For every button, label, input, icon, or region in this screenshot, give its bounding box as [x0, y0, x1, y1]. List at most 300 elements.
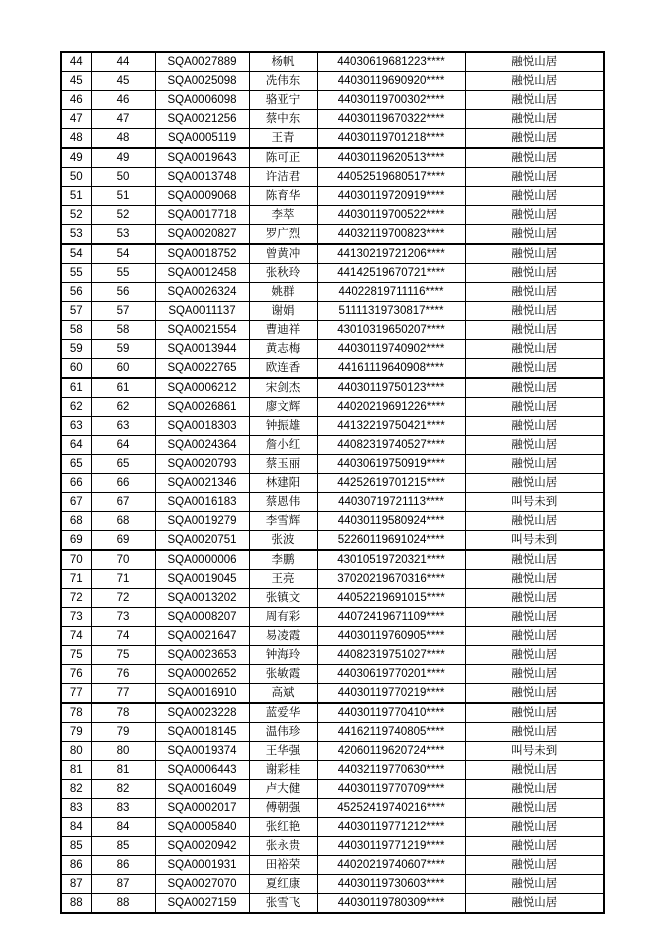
- cell-status[interactable]: 融悦山居: [465, 129, 604, 149]
- cell-status[interactable]: 融悦山居: [465, 474, 604, 493]
- cell-code[interactable]: SQA0005840: [155, 818, 249, 837]
- cell-seq[interactable]: 45: [91, 72, 155, 91]
- cell-status[interactable]: 融悦山居: [465, 148, 604, 168]
- cell-code[interactable]: SQA0013944: [155, 340, 249, 359]
- table-row[interactable]: [61, 340, 604, 359]
- table-row[interactable]: [61, 225, 604, 245]
- table-row[interactable]: [61, 474, 604, 493]
- cell-rownum[interactable]: 76: [61, 665, 91, 684]
- cell-status[interactable]: 叫号未到: [465, 493, 604, 512]
- cell-code[interactable]: SQA0021554: [155, 321, 249, 340]
- cell-code[interactable]: SQA0020942: [155, 837, 249, 856]
- cell-rownum[interactable]: 67: [61, 493, 91, 512]
- cell-status[interactable]: 融悦山居: [465, 608, 604, 627]
- cell-rownum[interactable]: 50: [61, 168, 91, 187]
- cell-code[interactable]: SQA0013202: [155, 589, 249, 608]
- cell-idnum[interactable]: 44030719721113****: [317, 493, 465, 512]
- cell-name[interactable]: 蔡中东: [249, 110, 317, 129]
- cell-code[interactable]: SQA0018752: [155, 244, 249, 264]
- cell-rownum[interactable]: 46: [61, 91, 91, 110]
- cell-seq[interactable]: 68: [91, 512, 155, 531]
- cell-name[interactable]: 张镇文: [249, 589, 317, 608]
- cell-rownum[interactable]: 71: [61, 570, 91, 589]
- cell-idnum[interactable]: 44132219750421****: [317, 417, 465, 436]
- cell-code[interactable]: SQA0020793: [155, 455, 249, 474]
- cell-rownum[interactable]: 47: [61, 110, 91, 129]
- cell-idnum[interactable]: 44030119580924****: [317, 512, 465, 531]
- cell-idnum[interactable]: 43010519720321****: [317, 550, 465, 570]
- cell-seq[interactable]: 61: [91, 378, 155, 398]
- cell-seq[interactable]: 69: [91, 531, 155, 551]
- table-row[interactable]: [61, 187, 604, 206]
- cell-name[interactable]: 夏红康: [249, 875, 317, 894]
- cell-name[interactable]: 林建阳: [249, 474, 317, 493]
- cell-idnum[interactable]: 44130219721206****: [317, 244, 465, 264]
- cell-name[interactable]: 陈育华: [249, 187, 317, 206]
- cell-code[interactable]: SQA0016183: [155, 493, 249, 512]
- cell-seq[interactable]: 65: [91, 455, 155, 474]
- table-row[interactable]: [61, 359, 604, 379]
- cell-idnum[interactable]: 44032119770630****: [317, 761, 465, 780]
- cell-seq[interactable]: 78: [91, 703, 155, 723]
- cell-status[interactable]: 融悦山居: [465, 52, 604, 72]
- cell-rownum[interactable]: 59: [61, 340, 91, 359]
- cell-idnum[interactable]: 44082319751027****: [317, 646, 465, 665]
- cell-name[interactable]: 黄志梅: [249, 340, 317, 359]
- cell-seq[interactable]: 46: [91, 91, 155, 110]
- cell-seq[interactable]: 54: [91, 244, 155, 264]
- cell-code[interactable]: SQA0017718: [155, 206, 249, 225]
- cell-name[interactable]: 欧连香: [249, 359, 317, 379]
- cell-code[interactable]: SQA0018303: [155, 417, 249, 436]
- cell-idnum[interactable]: 44252619701215****: [317, 474, 465, 493]
- cell-seq[interactable]: 81: [91, 761, 155, 780]
- cell-seq[interactable]: 88: [91, 894, 155, 914]
- cell-idnum[interactable]: 44030119690920****: [317, 72, 465, 91]
- cell-name[interactable]: 曹迪祥: [249, 321, 317, 340]
- cell-name[interactable]: 张敏霞: [249, 665, 317, 684]
- cell-name[interactable]: 宋剑杰: [249, 378, 317, 398]
- cell-rownum[interactable]: 64: [61, 436, 91, 455]
- cell-rownum[interactable]: 52: [61, 206, 91, 225]
- table-row[interactable]: [61, 206, 604, 225]
- cell-status[interactable]: 叫号未到: [465, 531, 604, 551]
- cell-rownum[interactable]: 88: [61, 894, 91, 914]
- cell-rownum[interactable]: 63: [61, 417, 91, 436]
- cell-code[interactable]: SQA0026324: [155, 283, 249, 302]
- table-row[interactable]: [61, 550, 604, 570]
- cell-idnum[interactable]: 44030619750919****: [317, 455, 465, 474]
- cell-code[interactable]: SQA0027070: [155, 875, 249, 894]
- cell-seq[interactable]: 55: [91, 264, 155, 283]
- cell-rownum[interactable]: 56: [61, 283, 91, 302]
- cell-seq[interactable]: 53: [91, 225, 155, 245]
- cell-code[interactable]: SQA0012458: [155, 264, 249, 283]
- cell-status[interactable]: 融悦山居: [465, 627, 604, 646]
- cell-name[interactable]: 傅朝强: [249, 799, 317, 818]
- table-row[interactable]: [61, 72, 604, 91]
- cell-code[interactable]: SQA0023653: [155, 646, 249, 665]
- cell-idnum[interactable]: 44162119740805****: [317, 723, 465, 742]
- cell-seq[interactable]: 50: [91, 168, 155, 187]
- cell-idnum[interactable]: 44030119700522****: [317, 206, 465, 225]
- cell-idnum[interactable]: 44030619770201****: [317, 665, 465, 684]
- cell-code[interactable]: SQA0013748: [155, 168, 249, 187]
- cell-name[interactable]: 蔡玉丽: [249, 455, 317, 474]
- cell-code[interactable]: SQA0001931: [155, 856, 249, 875]
- table-row[interactable]: [61, 110, 604, 129]
- table-row[interactable]: [61, 894, 604, 914]
- cell-seq[interactable]: 84: [91, 818, 155, 837]
- cell-rownum[interactable]: 75: [61, 646, 91, 665]
- cell-idnum[interactable]: 44030119780309****: [317, 894, 465, 914]
- cell-name[interactable]: 周有彩: [249, 608, 317, 627]
- cell-rownum[interactable]: 62: [61, 398, 91, 417]
- cell-seq[interactable]: 58: [91, 321, 155, 340]
- cell-idnum[interactable]: 43010319650207****: [317, 321, 465, 340]
- table-row[interactable]: [61, 436, 604, 455]
- cell-name[interactable]: 谢娟: [249, 302, 317, 321]
- cell-code[interactable]: SQA0020751: [155, 531, 249, 551]
- cell-idnum[interactable]: 44030119740902****: [317, 340, 465, 359]
- cell-name[interactable]: 卢大健: [249, 780, 317, 799]
- cell-status[interactable]: 叫号未到: [465, 742, 604, 761]
- cell-code[interactable]: SQA0023228: [155, 703, 249, 723]
- cell-status[interactable]: 融悦山居: [465, 206, 604, 225]
- cell-idnum[interactable]: 44032119700823****: [317, 225, 465, 245]
- cell-name[interactable]: 姚群: [249, 283, 317, 302]
- cell-code[interactable]: SQA0005119: [155, 129, 249, 149]
- table-row[interactable]: [61, 837, 604, 856]
- cell-seq[interactable]: 73: [91, 608, 155, 627]
- table-row[interactable]: [61, 684, 604, 704]
- table-row[interactable]: [61, 168, 604, 187]
- cell-rownum[interactable]: 44: [61, 52, 91, 72]
- cell-seq[interactable]: 63: [91, 417, 155, 436]
- table-row[interactable]: [61, 665, 604, 684]
- cell-rownum[interactable]: 60: [61, 359, 91, 379]
- cell-status[interactable]: 融悦山居: [465, 302, 604, 321]
- cell-status[interactable]: 融悦山居: [465, 512, 604, 531]
- cell-code[interactable]: SQA0009068: [155, 187, 249, 206]
- cell-seq[interactable]: 52: [91, 206, 155, 225]
- cell-status[interactable]: 融悦山居: [465, 856, 604, 875]
- table-row[interactable]: [61, 646, 604, 665]
- cell-seq[interactable]: 87: [91, 875, 155, 894]
- cell-status[interactable]: 融悦山居: [465, 168, 604, 187]
- cell-rownum[interactable]: 57: [61, 302, 91, 321]
- cell-status[interactable]: 融悦山居: [465, 340, 604, 359]
- cell-code[interactable]: SQA0008207: [155, 608, 249, 627]
- cell-status[interactable]: 融悦山居: [465, 837, 604, 856]
- cell-rownum[interactable]: 65: [61, 455, 91, 474]
- cell-status[interactable]: 融悦山居: [465, 72, 604, 91]
- table-row[interactable]: [61, 627, 604, 646]
- cell-idnum[interactable]: 44030119720919****: [317, 187, 465, 206]
- table-row[interactable]: [61, 799, 604, 818]
- table-row[interactable]: [61, 531, 604, 551]
- table-row[interactable]: [61, 455, 604, 474]
- cell-rownum[interactable]: 68: [61, 512, 91, 531]
- cell-rownum[interactable]: 70: [61, 550, 91, 570]
- cell-idnum[interactable]: 44161119640908****: [317, 359, 465, 379]
- cell-idnum[interactable]: 44030119771212****: [317, 818, 465, 837]
- cell-status[interactable]: 融悦山居: [465, 264, 604, 283]
- cell-code[interactable]: SQA0021647: [155, 627, 249, 646]
- table-row[interactable]: [61, 589, 604, 608]
- cell-rownum[interactable]: 83: [61, 799, 91, 818]
- cell-idnum[interactable]: 44072419671109****: [317, 608, 465, 627]
- table-row[interactable]: [61, 875, 604, 894]
- cell-name[interactable]: 骆亚宁: [249, 91, 317, 110]
- cell-status[interactable]: 融悦山居: [465, 359, 604, 379]
- cell-rownum[interactable]: 53: [61, 225, 91, 245]
- cell-seq[interactable]: 47: [91, 110, 155, 129]
- cell-status[interactable]: 融悦山居: [465, 550, 604, 570]
- cell-seq[interactable]: 44: [91, 52, 155, 72]
- cell-status[interactable]: 融悦山居: [465, 110, 604, 129]
- cell-status[interactable]: 融悦山居: [465, 570, 604, 589]
- cell-idnum[interactable]: 52260119691024****: [317, 531, 465, 551]
- cell-status[interactable]: 融悦山居: [465, 761, 604, 780]
- cell-name[interactable]: 张永贵: [249, 837, 317, 856]
- cell-code[interactable]: SQA0022765: [155, 359, 249, 379]
- cell-idnum[interactable]: 44020219740607****: [317, 856, 465, 875]
- cell-code[interactable]: SQA0019374: [155, 742, 249, 761]
- cell-idnum[interactable]: 44142519670721****: [317, 264, 465, 283]
- cell-rownum[interactable]: 85: [61, 837, 91, 856]
- cell-status[interactable]: 融悦山居: [465, 283, 604, 302]
- cell-seq[interactable]: 60: [91, 359, 155, 379]
- cell-seq[interactable]: 62: [91, 398, 155, 417]
- table-row[interactable]: [61, 244, 604, 264]
- cell-seq[interactable]: 79: [91, 723, 155, 742]
- cell-idnum[interactable]: 44052219691015****: [317, 589, 465, 608]
- cell-seq[interactable]: 48: [91, 129, 155, 149]
- table-row[interactable]: [61, 780, 604, 799]
- cell-code[interactable]: SQA0006443: [155, 761, 249, 780]
- cell-idnum[interactable]: 51111319730817****: [317, 302, 465, 321]
- cell-seq[interactable]: 75: [91, 646, 155, 665]
- cell-status[interactable]: 融悦山居: [465, 818, 604, 837]
- cell-code[interactable]: SQA0006212: [155, 378, 249, 398]
- cell-name[interactable]: 张波: [249, 531, 317, 551]
- cell-status[interactable]: 融悦山居: [465, 875, 604, 894]
- cell-code[interactable]: SQA0027889: [155, 52, 249, 72]
- table-row[interactable]: [61, 321, 604, 340]
- cell-code[interactable]: SQA0019045: [155, 570, 249, 589]
- cell-rownum[interactable]: 82: [61, 780, 91, 799]
- cell-code[interactable]: SQA0024364: [155, 436, 249, 455]
- cell-code[interactable]: SQA0020827: [155, 225, 249, 245]
- cell-seq[interactable]: 76: [91, 665, 155, 684]
- cell-rownum[interactable]: 72: [61, 589, 91, 608]
- cell-name[interactable]: 钟振雄: [249, 417, 317, 436]
- cell-seq[interactable]: 51: [91, 187, 155, 206]
- cell-rownum[interactable]: 81: [61, 761, 91, 780]
- table-row[interactable]: [61, 608, 604, 627]
- cell-seq[interactable]: 71: [91, 570, 155, 589]
- cell-rownum[interactable]: 79: [61, 723, 91, 742]
- cell-code[interactable]: SQA0016049: [155, 780, 249, 799]
- cell-name[interactable]: 张雪飞: [249, 894, 317, 914]
- cell-seq[interactable]: 66: [91, 474, 155, 493]
- table-row[interactable]: [61, 761, 604, 780]
- cell-idnum[interactable]: 44030119730603****: [317, 875, 465, 894]
- cell-name[interactable]: 谢彩桂: [249, 761, 317, 780]
- cell-idnum[interactable]: 44030619681223****: [317, 52, 465, 72]
- cell-idnum[interactable]: 44030119770709****: [317, 780, 465, 799]
- cell-code[interactable]: SQA0025098: [155, 72, 249, 91]
- cell-seq[interactable]: 70: [91, 550, 155, 570]
- cell-status[interactable]: 融悦山居: [465, 187, 604, 206]
- cell-status[interactable]: 融悦山居: [465, 646, 604, 665]
- cell-seq[interactable]: 57: [91, 302, 155, 321]
- cell-name[interactable]: 张红艳: [249, 818, 317, 837]
- cell-idnum[interactable]: 44052519680517****: [317, 168, 465, 187]
- cell-name[interactable]: 易凌霞: [249, 627, 317, 646]
- cell-name[interactable]: 蓝爱华: [249, 703, 317, 723]
- cell-name[interactable]: 张秋玲: [249, 264, 317, 283]
- cell-code[interactable]: SQA0002017: [155, 799, 249, 818]
- cell-status[interactable]: 融悦山居: [465, 684, 604, 704]
- table-row[interactable]: [61, 723, 604, 742]
- cell-seq[interactable]: 56: [91, 283, 155, 302]
- cell-idnum[interactable]: 42060119620724****: [317, 742, 465, 761]
- table-row[interactable]: [61, 129, 604, 149]
- cell-name[interactable]: 罗广烈: [249, 225, 317, 245]
- cell-name[interactable]: 王华强: [249, 742, 317, 761]
- cell-name[interactable]: 陈可正: [249, 148, 317, 168]
- cell-status[interactable]: 融悦山居: [465, 417, 604, 436]
- cell-rownum[interactable]: 86: [61, 856, 91, 875]
- cell-name[interactable]: 詹小红: [249, 436, 317, 455]
- cell-rownum[interactable]: 45: [61, 72, 91, 91]
- cell-code[interactable]: SQA0027159: [155, 894, 249, 914]
- cell-idnum[interactable]: 44022819711116****: [317, 283, 465, 302]
- cell-code[interactable]: SQA0026861: [155, 398, 249, 417]
- cell-seq[interactable]: 86: [91, 856, 155, 875]
- cell-name[interactable]: 廖文辉: [249, 398, 317, 417]
- cell-idnum[interactable]: 44030119620513****: [317, 148, 465, 168]
- cell-rownum[interactable]: 69: [61, 531, 91, 551]
- cell-rownum[interactable]: 55: [61, 264, 91, 283]
- cell-status[interactable]: 融悦山居: [465, 244, 604, 264]
- cell-seq[interactable]: 77: [91, 684, 155, 704]
- cell-idnum[interactable]: 44030119771219****: [317, 837, 465, 856]
- cell-name[interactable]: 冼伟东: [249, 72, 317, 91]
- cell-name[interactable]: 许洁君: [249, 168, 317, 187]
- cell-status[interactable]: 融悦山居: [465, 703, 604, 723]
- cell-name[interactable]: 田裕荣: [249, 856, 317, 875]
- cell-seq[interactable]: 83: [91, 799, 155, 818]
- cell-rownum[interactable]: 74: [61, 627, 91, 646]
- table-row[interactable]: [61, 378, 604, 398]
- cell-idnum[interactable]: 37020219670316****: [317, 570, 465, 589]
- cell-status[interactable]: 融悦山居: [465, 378, 604, 398]
- cell-name[interactable]: 高斌: [249, 684, 317, 704]
- cell-name[interactable]: 李鹏: [249, 550, 317, 570]
- cell-seq[interactable]: 85: [91, 837, 155, 856]
- cell-name[interactable]: 李萃: [249, 206, 317, 225]
- cell-idnum[interactable]: 44030119700302****: [317, 91, 465, 110]
- table-row[interactable]: [61, 493, 604, 512]
- table-row[interactable]: [61, 52, 604, 72]
- cell-code[interactable]: SQA0016910: [155, 684, 249, 704]
- table-row[interactable]: [61, 302, 604, 321]
- table-row[interactable]: [61, 818, 604, 837]
- cell-rownum[interactable]: 73: [61, 608, 91, 627]
- cell-name[interactable]: 杨帆: [249, 52, 317, 72]
- cell-status[interactable]: 融悦山居: [465, 436, 604, 455]
- cell-code[interactable]: SQA0000006: [155, 550, 249, 570]
- cell-idnum[interactable]: 44030119770219****: [317, 684, 465, 704]
- table-row[interactable]: [61, 283, 604, 302]
- cell-idnum[interactable]: 44030119760905****: [317, 627, 465, 646]
- cell-status[interactable]: 融悦山居: [465, 894, 604, 914]
- cell-idnum[interactable]: 44082319740527****: [317, 436, 465, 455]
- cell-name[interactable]: 钟海玲: [249, 646, 317, 665]
- cell-seq[interactable]: 64: [91, 436, 155, 455]
- cell-seq[interactable]: 49: [91, 148, 155, 168]
- table-row[interactable]: [61, 856, 604, 875]
- table-row[interactable]: [61, 742, 604, 761]
- cell-rownum[interactable]: 48: [61, 129, 91, 149]
- cell-status[interactable]: 融悦山居: [465, 665, 604, 684]
- cell-rownum[interactable]: 84: [61, 818, 91, 837]
- cell-name[interactable]: 曾黄冲: [249, 244, 317, 264]
- cell-seq[interactable]: 80: [91, 742, 155, 761]
- cell-idnum[interactable]: 45252419740216****: [317, 799, 465, 818]
- cell-status[interactable]: 融悦山居: [465, 780, 604, 799]
- cell-status[interactable]: 融悦山居: [465, 455, 604, 474]
- cell-seq[interactable]: 72: [91, 589, 155, 608]
- cell-rownum[interactable]: 77: [61, 684, 91, 704]
- cell-rownum[interactable]: 78: [61, 703, 91, 723]
- table-row[interactable]: [61, 512, 604, 531]
- table-row[interactable]: [61, 91, 604, 110]
- cell-idnum[interactable]: 44030119750123****: [317, 378, 465, 398]
- cell-name[interactable]: 王亮: [249, 570, 317, 589]
- table-row[interactable]: [61, 570, 604, 589]
- cell-seq[interactable]: 59: [91, 340, 155, 359]
- cell-idnum[interactable]: 44020219691226****: [317, 398, 465, 417]
- cell-seq[interactable]: 74: [91, 627, 155, 646]
- cell-name[interactable]: 蔡恩伟: [249, 493, 317, 512]
- table-row[interactable]: [61, 703, 604, 723]
- cell-rownum[interactable]: 66: [61, 474, 91, 493]
- cell-idnum[interactable]: 44030119770410****: [317, 703, 465, 723]
- cell-code[interactable]: SQA0018145: [155, 723, 249, 742]
- cell-status[interactable]: 融悦山居: [465, 225, 604, 245]
- cell-status[interactable]: 融悦山居: [465, 91, 604, 110]
- table-row[interactable]: [61, 398, 604, 417]
- cell-code[interactable]: SQA0019279: [155, 512, 249, 531]
- cell-rownum[interactable]: 51: [61, 187, 91, 206]
- cell-code[interactable]: SQA0011137: [155, 302, 249, 321]
- cell-rownum[interactable]: 87: [61, 875, 91, 894]
- cell-rownum[interactable]: 61: [61, 378, 91, 398]
- cell-name[interactable]: 王青: [249, 129, 317, 149]
- table-row[interactable]: [61, 417, 604, 436]
- cell-code[interactable]: SQA0019643: [155, 148, 249, 168]
- cell-status[interactable]: 融悦山居: [465, 799, 604, 818]
- cell-code[interactable]: SQA0021346: [155, 474, 249, 493]
- cell-status[interactable]: 融悦山居: [465, 321, 604, 340]
- cell-name[interactable]: 李雪辉: [249, 512, 317, 531]
- cell-status[interactable]: 融悦山居: [465, 398, 604, 417]
- cell-seq[interactable]: 82: [91, 780, 155, 799]
